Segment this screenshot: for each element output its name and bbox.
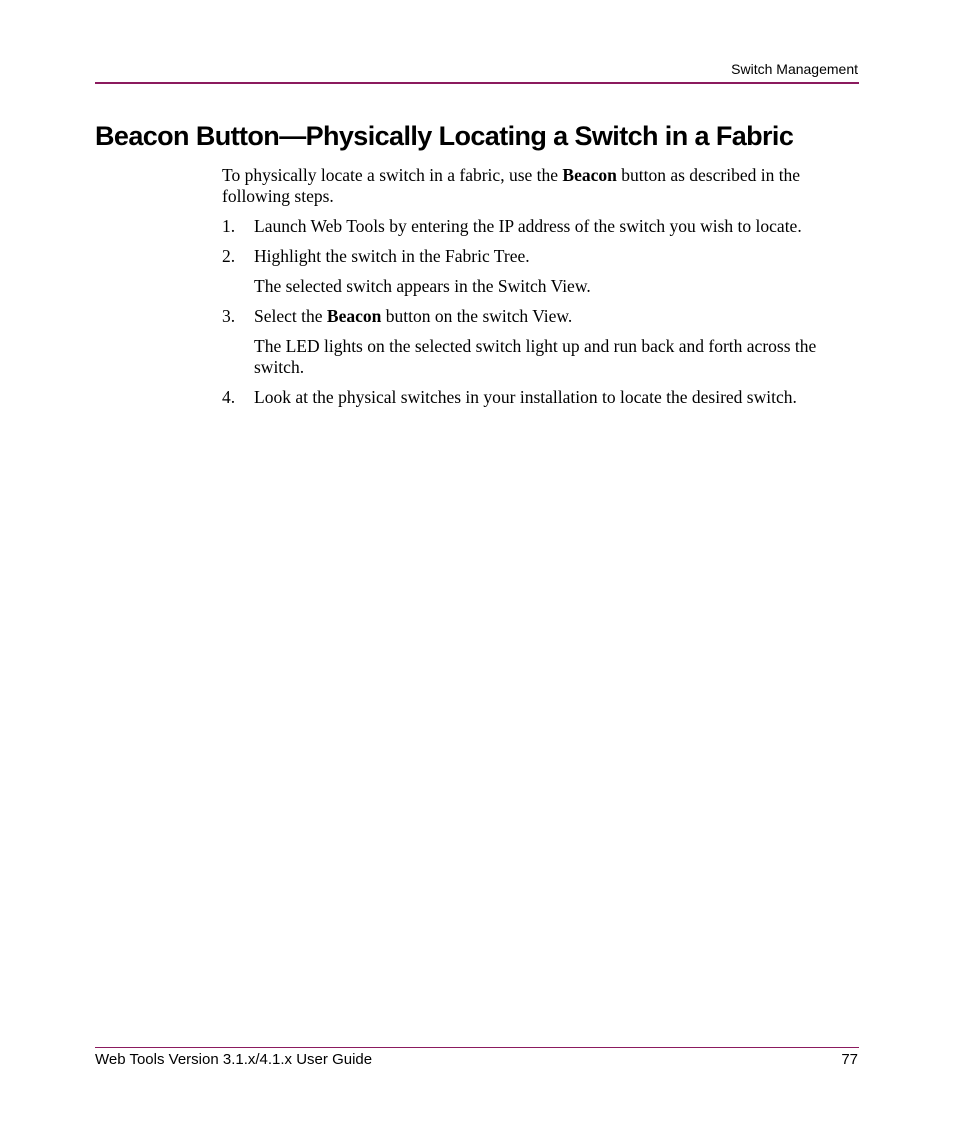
step-4: [222, 387, 858, 408]
step-number: 1.: [222, 216, 236, 236]
step-text: Highlight the switch in the Fabric Tree.: [254, 246, 530, 266]
step-3-text-before: Select the: [254, 306, 327, 326]
page-number: 77: [841, 1051, 858, 1068]
intro-beacon-term: Beacon: [562, 165, 617, 185]
running-header: Switch Management: [731, 61, 858, 77]
intro-paragraph: [222, 165, 858, 207]
step-number: 2.: [222, 246, 236, 266]
step-text: Launch Web Tools by entering the IP address of the switch you wish to locate.: [254, 216, 802, 236]
step-text: Look at the physical switches in your installation to locate the desired switch.: [254, 387, 797, 407]
step-3: [222, 306, 858, 327]
section-body: [222, 165, 858, 417]
section-title: Beacon Button—Physically Locating a Switch in a Fabric: [95, 121, 794, 151]
step-3-beacon-term: Beacon: [326, 306, 382, 326]
step-number: 4.: [222, 387, 236, 407]
step-number: 3.: [222, 306, 236, 326]
footer-rule: [95, 1047, 859, 1048]
intro-text-before: To physically locate a switch in a fabric, use the: [222, 165, 563, 185]
step-2: [222, 246, 858, 267]
footer-guide-title: Web Tools Version 3.1.x/4.1.x User Guide: [95, 1051, 373, 1068]
step-1: [222, 216, 858, 237]
step-text: [254, 306, 858, 327]
header-rule: [95, 82, 859, 84]
step-3-note: The LED lights on the selected switch light up and run back and forth across the switch.: [254, 336, 817, 377]
step-2-note: The selected switch appears in the Switch View.: [254, 276, 591, 296]
step-3-text-after: button on the switch View.: [381, 306, 573, 326]
intro-text-after: button as described in the following steps.: [222, 165, 801, 206]
